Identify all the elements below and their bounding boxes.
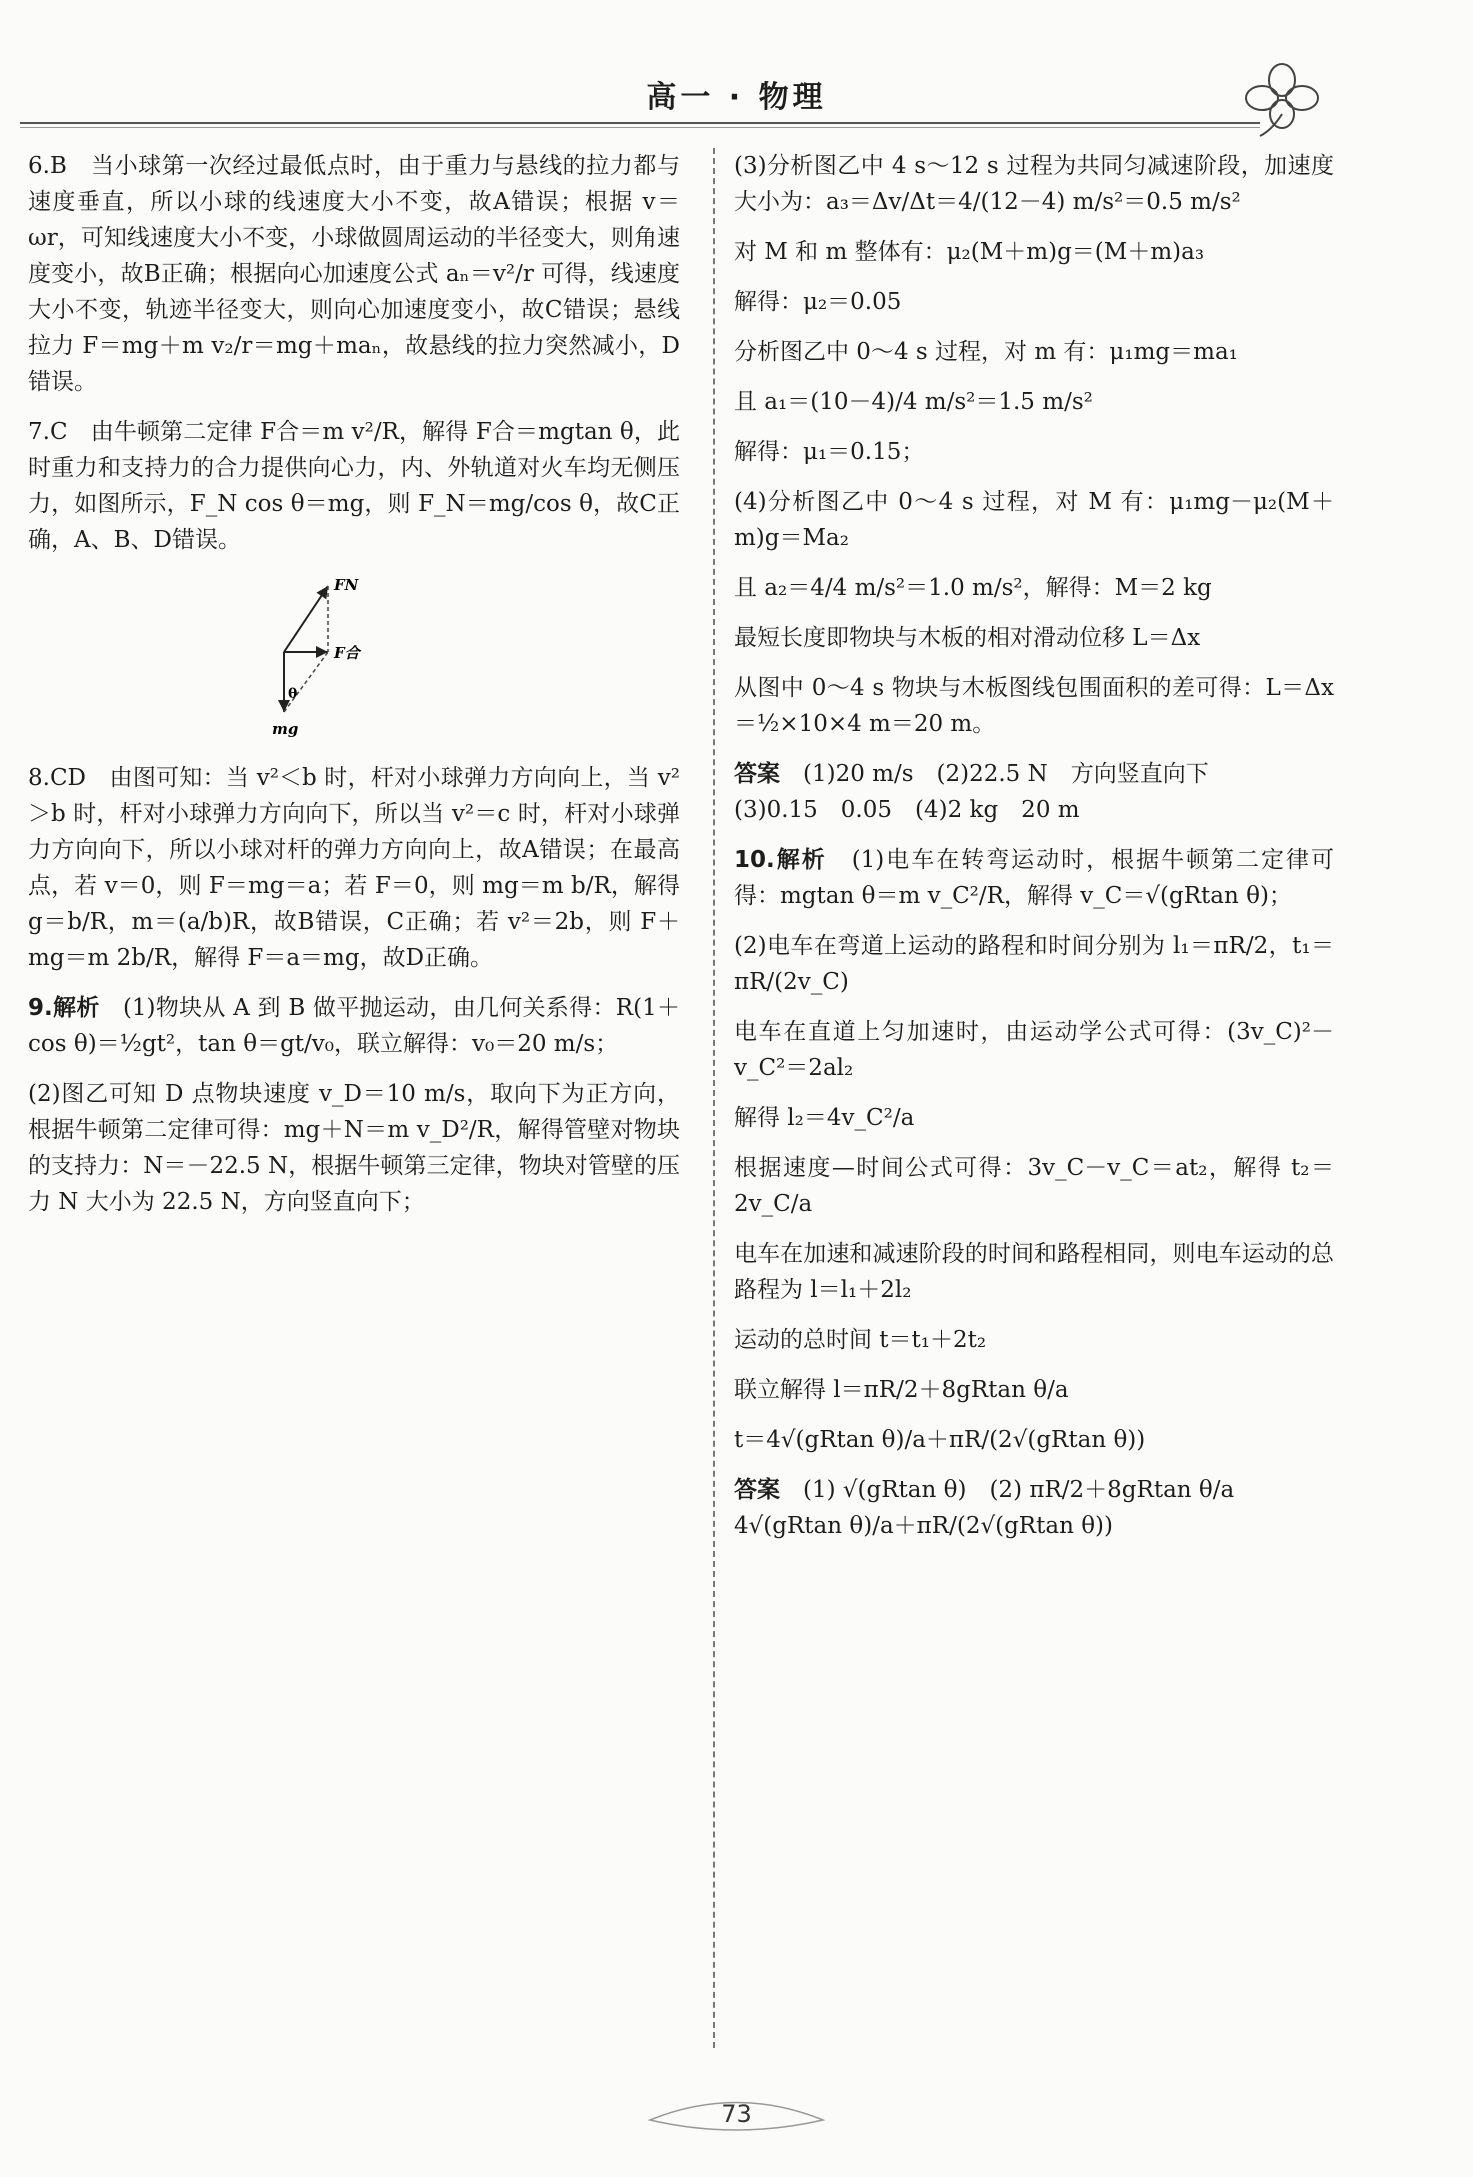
label-mg: mg [272, 720, 299, 738]
q10-answer-label: 答案 [734, 1477, 780, 1503]
dashed-diagonal [284, 652, 328, 712]
answer-q6: 6.B 当小球第一次经过最低点时，由于重力与悬线的拉力都与速度垂直，所以小球的线速度大小不变，故A错误；根据 v＝ωr，可知线速度大小不变，小球做圆周运动的半径变大，则角速度变小，故B正确；根据向心加速度公式 aₙ＝v²/r 可得，线速度大小不变，轨迹半径变大，则向心加速度变小，故C错误；悬线拉力 F＝mg＋m v₂/r＝mg＋maₙ，故悬线的拉力突然减小，D错误。 [28, 153, 680, 395]
q9-line-3: (3)分析图乙中 4 s～12 s 过程为共同匀减速阶段，加速度大小为：a₃＝Δv/Δt＝4/(12－4) m/s²＝0.5 m/s² [734, 153, 1334, 215]
q9-label: 9.解析 [28, 995, 100, 1021]
q9-answer-1: (1)20 m/s (2)22.5 N 方向竖直向下 [803, 761, 1209, 787]
q9-line-9: (4)分析图乙中 0～4 s 过程，对 M 有：μ₁mg－μ₂(M＋m)g＝Ma₂ [734, 489, 1334, 551]
q9-line-6: 分析图乙中 0～4 s 过程，对 m 有：μ₁mg＝ma₁ [734, 339, 1238, 365]
header-rule [20, 122, 1260, 124]
answer-q9-part1 [28, 990, 680, 1062]
q10-answer [734, 1472, 1334, 1544]
clover-icon [1232, 58, 1332, 138]
q10-text-1: (1)电车在转弯运动时，根据牛顿第二定律可得：mgtan θ＝m v_C²/R，解得 v_C＝√(gRtan θ)； [734, 847, 1334, 909]
page-number: 73 [721, 2100, 752, 2128]
q10-line-7: 运动的总时间 t＝t₁＋2t₂ [734, 1327, 987, 1353]
q9-text-1: (1)物块从 A 到 B 做平抛运动，由几何关系得：R(1＋cos θ)＝½gt²，tan θ＝gt/v₀，联立解得：v₀＝20 m/s； [28, 995, 680, 1057]
q10-line-2: (2)电车在弯道上运动的路程和时间分别为 l₁＝πR/2，t₁＝πR/(2v_C) [734, 933, 1334, 995]
answer-q8: 8.CD 由图可知：当 v²＜b 时，杆对小球弹力方向向上，当 v²＞b 时，杆对小球弹力方向向下，所以当 v²＝c 时，杆对小球弹力方向向下，所以小球对杆的弹力方向向上，故A错误；在最高点，若 v＝0，则 F＝mg＝a；若 F＝0，则 mg＝m b/R，解得 g＝b/R，m＝(a/b)R，故B错误，C正确；若 v²＝2b，则 F＋mg＝m 2b/R，解得 F＝a＝mg，故D正确。 [28, 765, 680, 971]
answer-q7: 7.C 由牛顿第二定律 F合＝m v²/R，解得 F合＝mgtan θ，此时重力和支持力的合力提供向心力，内、外轨道对火车均无侧压力，如图所示，F_N cos θ＝mg，则 F_N＝mg/cos θ，故C正确，A、B、D错误。 [28, 419, 680, 553]
q9-line-5: 解得：μ₂＝0.05 [734, 289, 902, 315]
q10-line-3: 电车在直道上匀加速时，由运动学公式可得：(3v_C)²－v_C²＝2al₂ [734, 1019, 1334, 1081]
force-diagram [268, 572, 388, 742]
q9-line-11: 最短长度即物块与木板的相对滑动位移 L＝Δx [734, 625, 1201, 651]
answer-q10-part1 [734, 842, 1334, 914]
column-divider [713, 148, 715, 2048]
watermark-top [300, 1240, 1000, 1420]
normal-force-arrow [284, 586, 328, 652]
label-fn: FN [334, 576, 359, 594]
q10-answer-1: (1) √(gRtan θ) (2) πR/2＋8gRtan θ/a [803, 1477, 1235, 1503]
q9-answer [734, 756, 1334, 828]
q10-line-6: 电车在加速和减速阶段的时间和路程相同，则电车运动的总路程为 l＝l₁＋2l₂ [734, 1241, 1334, 1303]
label-fhe: F合 [334, 644, 360, 662]
q10-line-8: 联立解得 l＝πR/2＋8gRtan θ/a [734, 1377, 1069, 1403]
header-title: 高一 · 物理 [646, 80, 827, 115]
q10-line-4: 解得 l₂＝4v_C²/a [734, 1105, 915, 1131]
q9-answer-label: 答案 [734, 761, 780, 787]
q10-line-5: 根据速度—时间公式可得：3v_C－v_C＝at₂，解得 t₂＝2v_C/a [734, 1155, 1334, 1217]
q9-line-12: 从图中 0～4 s 物块与木板图线包围面积的差可得：L＝Δx＝½×10×4 m＝20 m。 [734, 675, 1334, 737]
q10-label: 10.解析 [734, 847, 827, 873]
page-header [0, 0, 1473, 140]
left-column [28, 148, 680, 1234]
q10-line-9: t＝4√(gRtan θ)/a＋πR/(2√(gRtan θ)) [734, 1427, 1146, 1453]
q9-answer-2: (3)0.15 0.05 (4)2 kg 20 m [734, 797, 1080, 823]
q9-line-8: 解得：μ₁＝0.15； [734, 439, 925, 465]
answer-q9-part2: (2)图乙可知 D 点物块速度 v_D＝10 m/s，取向下为正方向，根据牛顿第二定律可得：mg＋N＝m v_D²/R，解得管壁对物块的支持力：N＝－22.5 N，根据牛顿第三定律，物块对管壁的压力 N 大小为 22.5 N，方向竖直向下； [28, 1081, 680, 1215]
q9-line-10: 且 a₂＝4/4 m/s²＝1.0 m/s²，解得：M＝2 kg [734, 575, 1212, 601]
q9-line-7: 且 a₁＝(10－4)/4 m/s²＝1.5 m/s² [734, 389, 1093, 415]
q10-answer-2: 4√(gRtan θ)/a＋πR/(2√(gRtan θ)) [734, 1513, 1113, 1539]
header-rule-thin [20, 127, 1260, 128]
label-theta: θ [288, 686, 298, 702]
q9-line-4: 对 M 和 m 整体有：μ₂(M＋m)g＝(M＋m)a₃ [734, 239, 1205, 265]
